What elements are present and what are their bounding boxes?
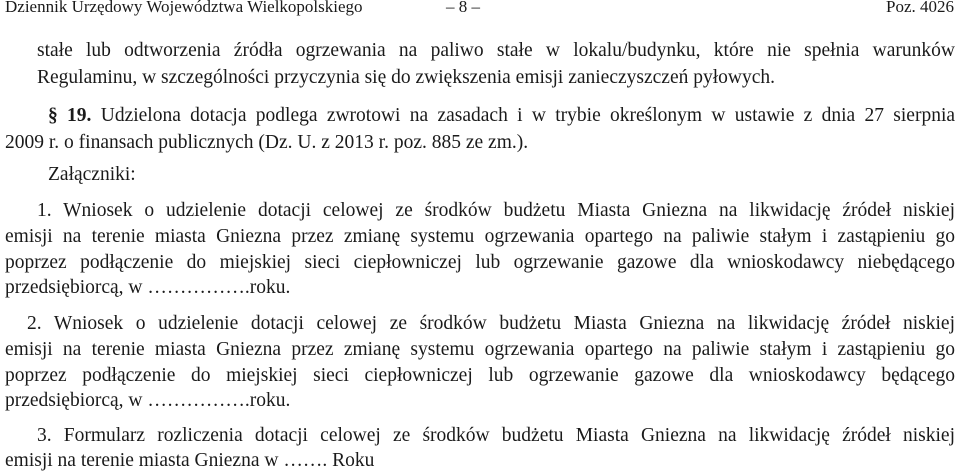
attachment-1-line-2: emisji na terenie miasta Gniezna przez zmianę systemu ogrzewania opartego na paliwie stałym i zastąpieniu go [5, 226, 955, 247]
attachment-1-line-1: 1. Wniosek o udzielenie dotacji celowej ze środków budżetu Miasta Gniezna na likwidację źródeł niskiej [37, 200, 955, 221]
intro-line-2: Regulaminu, w szczególności przyczynia się do zwiększenia emisji zanieczyszczeń pyłowych. [37, 67, 776, 88]
section-19-line-1 [48, 104, 955, 128]
attachment-2-line-1: 2. Wniosek o udzielenie dotacji celowej ze środków budżetu Miasta Gniezna na likwidację źródeł niskiej [27, 313, 955, 334]
intro-line-1: stałe lub odtworzenia źródła ogrzewania na paliwo stałe w lokalu/budynku, które nie spełnia warunków [37, 40, 955, 61]
attachment-1-line-3: poprzez podłączenie do miejskiej sieci ciepłowniczej lub ogrzewanie gazowe dla wnioskodawcy niebędącego [5, 252, 955, 273]
page-header [5, 0, 954, 18]
attachments-heading: Załączniki: [48, 164, 136, 185]
section-19-line-2: 2009 r. o finansach publicznych (Dz. U. z 2013 r. poz. 885 ze zm.). [5, 132, 529, 153]
page-number: – 8 – [446, 0, 480, 16]
attachment-2-line-3: poprzez podłączenie do miejskiej sieci ciepłowniczej lub ogrzewanie gazowe dla wnioskodawcy będącego [5, 365, 955, 386]
position-number: Poz. 4026 [886, 0, 954, 16]
attachment-3-line-1: 3. Formularz rozliczenia dotacji celowej ze środków budżetu Miasta Gniezna na likwidację źródeł niskiej [37, 425, 955, 446]
attachment-2-line-4: przedsiębiorcą, w …………….roku. [5, 390, 291, 411]
journal-title: Dziennik Urzędowy Województwa Wielkopolskiego [5, 0, 363, 16]
section-number: § 19. [48, 105, 92, 126]
attachment-2-line-2: emisji na terenie miasta Gniezna przez zmianę systemu ogrzewania opartego na paliwie stałym i zastąpieniu go [5, 339, 955, 360]
section-19-text: Udzielona dotacja podlega zwrotowi na zasadach i w trybie określonym w ustawie z dnia 27 sierpnia [100, 105, 956, 126]
attachment-1-line-4: przedsiębiorcą, w …………….roku. [5, 277, 291, 298]
attachment-3-line-2: emisji na terenie miasta Gniezna w ……. Roku [5, 450, 375, 471]
